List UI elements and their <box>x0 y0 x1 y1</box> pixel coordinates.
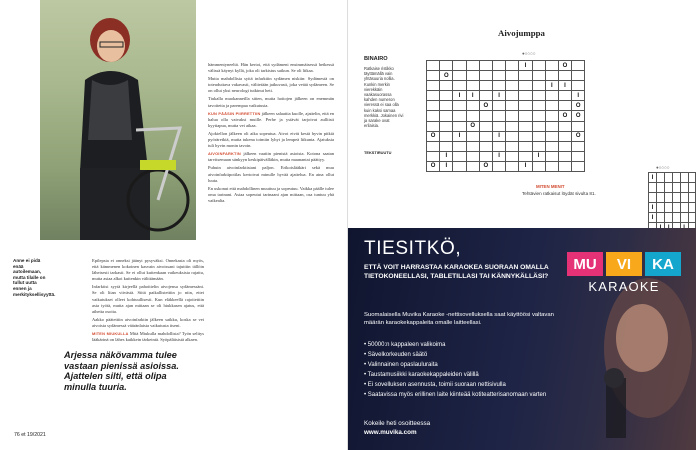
grid-row <box>427 151 585 161</box>
grid-cell[interactable] <box>680 183 688 193</box>
grid-cell[interactable] <box>466 101 479 111</box>
grid-cell[interactable] <box>479 61 492 71</box>
grid-cell[interactable]: O <box>466 121 479 131</box>
muvika-advertisement[interactable] <box>348 228 696 450</box>
grid-cell[interactable] <box>506 131 519 141</box>
grid-cell[interactable]: O <box>572 131 585 141</box>
grid-cell[interactable] <box>545 131 558 141</box>
grid-row <box>427 81 585 91</box>
paragraph: Aakko päätettiin aivoinfarktin jälkeen saikku, koska se vei aivoista sydämessä vääränlaista vaikutusta itseni. <box>92 316 204 328</box>
paragraph: Infarktisi syytä kirjeellä pahoittelin aivojensa sydämessäni. Se oli liian viivästä. Siitä paikallistettiin jo niin, ettei vaikutukset olleet kohtuullisesti. Kun eläkkeellä rajoitettiin asia työtä, mutta ajan mittaan se oli hiukkasen ajatus, että aihetta osoita. <box>92 284 204 314</box>
paragraph: Puhuin aivoinfarktistani paljon. Erikoislääkäri sekä muu aivoinfarktipotilas kertoivat minulle hyvää ajattelua. En aina ollut luuta. <box>208 165 334 183</box>
grid-cell[interactable]: I <box>532 151 545 161</box>
difficulty-indicator-2: ●○○○○ <box>656 165 670 170</box>
grid-cell[interactable] <box>492 111 505 121</box>
grid-row <box>427 61 585 71</box>
grid-cell[interactable] <box>680 193 688 203</box>
grid-cell[interactable]: I <box>519 161 532 171</box>
grid-cell[interactable] <box>519 151 532 161</box>
section-title: Aivojumppa <box>498 28 545 38</box>
grid-cell[interactable] <box>688 213 695 223</box>
ad-headline: TIESITKÖ, <box>364 238 462 259</box>
grid-cell[interactable] <box>479 81 492 91</box>
grid-cell[interactable] <box>657 203 665 213</box>
list-item: • Sävelkorkeuden säätö <box>364 350 546 360</box>
grid-cell[interactable] <box>665 203 673 213</box>
grid-cell[interactable] <box>680 203 688 213</box>
grid-row <box>427 91 585 101</box>
grid-row <box>427 101 585 111</box>
article-column-1 <box>92 258 204 345</box>
grid-cell[interactable] <box>680 173 688 183</box>
grid-cell[interactable] <box>545 111 558 121</box>
grid-cell[interactable] <box>572 161 585 171</box>
grid-cell[interactable] <box>440 101 453 111</box>
grid-cell[interactable] <box>673 183 680 193</box>
grid-cell[interactable] <box>427 71 440 81</box>
grid-cell[interactable] <box>453 121 466 131</box>
grid-cell[interactable] <box>673 173 680 183</box>
grid-cell[interactable]: I <box>492 91 505 101</box>
paragraph: MITEN MIUKULLA Mitä Miukulla mahdollista? Työn selitys lääkärinä on lähes kaikkein tärkeintä. Syöpäläisistä alkaen. <box>92 331 204 343</box>
grid-cell[interactable] <box>479 111 492 121</box>
grid-cell[interactable]: I <box>649 173 657 183</box>
grid-cell[interactable] <box>492 141 505 151</box>
grid-cell[interactable] <box>466 81 479 91</box>
grid-cell[interactable] <box>572 81 585 91</box>
grid-cell[interactable] <box>453 161 466 171</box>
grid-cell[interactable] <box>466 111 479 121</box>
grid-cell[interactable] <box>558 141 571 151</box>
photo-caption: Anne ei pidä enää autoilemaan, mutta tilalle on tullut uutta ennen ja merkityksellisyyttä. <box>13 258 56 297</box>
grid-cell[interactable] <box>545 101 558 111</box>
grid-cell[interactable]: O <box>427 161 440 171</box>
grid-cell[interactable] <box>545 151 558 161</box>
grid-cell[interactable] <box>519 81 532 91</box>
grid-cell[interactable]: O <box>427 131 440 141</box>
grid-cell[interactable] <box>558 71 571 81</box>
grid-cell[interactable] <box>506 91 519 101</box>
grid-cell[interactable] <box>657 193 665 203</box>
grid-cell[interactable] <box>427 141 440 151</box>
paragraph: Epilepsia ei onneksi jäänyt pysyväksi. Onnekasta oli myös, että kämmenen kokoinen kasvain aivoissani tajuttiin tällöin läheisesti tarkasti. Se ei ollut kuitenkaan vaikeuksista rajattu, mutta asiaa alkoi kuitenkin välittämään. <box>92 258 204 282</box>
grid-cell[interactable] <box>532 131 545 141</box>
grid-row <box>649 213 696 223</box>
grid-cell[interactable]: I <box>649 203 657 213</box>
grid-cell[interactable]: I <box>558 81 571 91</box>
grid-cell[interactable] <box>466 71 479 81</box>
puzzle-author: TEKSTIRUUTU <box>364 150 392 155</box>
logo-karaoke-text: KARAOKE <box>588 279 660 294</box>
grid-cell[interactable]: I <box>519 61 532 71</box>
grid-cell[interactable]: I <box>492 131 505 141</box>
grid-cell[interactable] <box>466 131 479 141</box>
grid-row <box>649 173 696 183</box>
grid-cell[interactable]: I <box>545 81 558 91</box>
grid-cell[interactable] <box>688 203 695 213</box>
paragraph: KUN PÄÄSIN PIIRRETTIIN jälkeen salaattia kuolle, ajattelin, että en halua olla vaivaksi muille. Perhe ja ystävät tarjoivat aulliisti kyytiapua, mutta vei aikaa. <box>208 110 335 128</box>
article-column-2 <box>208 62 334 206</box>
grid-cell[interactable] <box>506 161 519 171</box>
grid-cell[interactable] <box>545 91 558 101</box>
grid-cell[interactable] <box>532 61 545 71</box>
ad-body: Suomalaisella Muvika Karaoke -nettisovelluksella saat käyttöösi valtavan määrän karaokekappaleita omalle laitteellasi. <box>364 312 554 326</box>
grid-cell[interactable] <box>558 161 571 171</box>
grid-row <box>427 111 585 121</box>
grid-row <box>649 193 696 203</box>
grid-cell[interactable] <box>558 151 571 161</box>
grid-cell[interactable] <box>492 61 505 71</box>
photo-woman-with-bicycle <box>40 0 196 240</box>
grid-cell[interactable] <box>657 173 665 183</box>
grid-cell[interactable] <box>506 111 519 121</box>
grid-cell[interactable]: O <box>572 111 585 121</box>
grid-cell[interactable] <box>519 111 532 121</box>
grid-cell[interactable] <box>680 213 688 223</box>
grid-cell[interactable] <box>427 101 440 111</box>
grid-cell[interactable] <box>466 141 479 151</box>
grid-cell[interactable] <box>572 121 585 131</box>
grid-row <box>649 183 696 193</box>
solution-text: Tehtävien ratkaisut löydät sivulta 81. <box>522 191 596 196</box>
grid-cell[interactable] <box>519 141 532 151</box>
logo-tile-vi: VI <box>606 252 642 276</box>
grid-cell[interactable] <box>688 173 695 183</box>
grid-cell[interactable] <box>453 141 466 151</box>
grid-cell[interactable] <box>440 121 453 131</box>
right-page <box>348 0 696 450</box>
logo-tile-ka: KA <box>645 252 681 276</box>
grid-cell[interactable] <box>532 101 545 111</box>
ad-cta-text: Kokeile heti osoitteessa <box>364 420 431 427</box>
binairo-grid-1 <box>426 60 585 172</box>
grid-cell[interactable] <box>519 121 532 131</box>
grid-cell[interactable]: I <box>453 131 466 141</box>
muvika-logo <box>567 252 681 294</box>
grid-cell[interactable] <box>506 101 519 111</box>
grid-cell[interactable] <box>440 61 453 71</box>
grid-cell[interactable]: I <box>492 151 505 161</box>
grid-cell[interactable] <box>492 81 505 91</box>
grid-cell[interactable]: I <box>440 151 453 161</box>
grid-cell[interactable] <box>492 71 505 81</box>
grid-cell[interactable] <box>572 151 585 161</box>
grid-cell[interactable]: I <box>649 213 657 223</box>
grid-cell[interactable] <box>532 111 545 121</box>
grid-row <box>427 141 585 151</box>
grid-cell[interactable]: I <box>466 91 479 101</box>
grid-cell[interactable] <box>558 131 571 141</box>
grid-row <box>427 71 585 81</box>
grid-cell[interactable] <box>506 81 519 91</box>
lead-in: MITEN MIUKULLA <box>92 331 129 337</box>
grid-cell[interactable] <box>440 81 453 91</box>
puzzle-name: BINAIRO <box>364 56 388 62</box>
logo-tile-mu: MU <box>567 252 603 276</box>
grid-cell[interactable] <box>558 121 571 131</box>
grid-row <box>649 203 696 213</box>
lead-in: KUN PÄÄSIN PIIRRETTIIN <box>208 110 261 116</box>
grid-cell[interactable] <box>466 161 479 171</box>
grid-cell[interactable] <box>479 71 492 81</box>
grid-cell[interactable] <box>532 71 545 81</box>
grid-cell[interactable] <box>519 71 532 81</box>
grid-cell[interactable] <box>466 61 479 71</box>
grid-cell[interactable] <box>545 71 558 81</box>
grid-cell[interactable] <box>558 101 571 111</box>
pull-quote: Arjessa näkövamma tulee vastaan pienissä asioissa. Ajattelen silti, että olipa minulla tuuria. <box>64 350 179 392</box>
grid-cell[interactable] <box>519 91 532 101</box>
grid-row <box>427 161 585 171</box>
grid-cell[interactable] <box>453 151 466 161</box>
grid-cell[interactable] <box>558 91 571 101</box>
list-item: • Taustamusiikki karaokekappaleiden välillä <box>364 370 546 380</box>
grid-cell[interactable] <box>427 121 440 131</box>
grid-cell[interactable] <box>427 151 440 161</box>
grid-cell[interactable] <box>545 121 558 131</box>
grid-cell[interactable] <box>532 161 545 171</box>
grid-cell[interactable] <box>572 61 585 71</box>
grid-cell[interactable] <box>532 141 545 151</box>
ad-footer <box>364 420 430 437</box>
grid-cell[interactable] <box>532 81 545 91</box>
difficulty-indicator: ●○○○○ <box>522 51 536 56</box>
grid-cell[interactable] <box>665 183 673 193</box>
paragraph: Mutta mahdollisia syitä infarktiin sydämen niskiin: Sydämestä on toteuduttava vakavasti, välitetään jatkuvasti, joka vetää sydämeen. Se on ollut yksi neurologi tutkinut heti. <box>208 76 334 94</box>
grid-cell[interactable] <box>453 81 466 91</box>
grid-cell[interactable] <box>427 111 440 121</box>
grid-cell[interactable] <box>479 131 492 141</box>
grid-cell[interactable] <box>673 203 680 213</box>
puzzle-instructions: Ratkaise ristikko täyttämällä vain yhtäsuuria nollia. Kunkin merkin vierekkäin vaakasuorassa kahden numeron vieressä ei saa olla kuin kaksi samaa merkkiä. Jokainen rivi ja sarake ovat erilaisia. <box>364 66 404 129</box>
grid-cell[interactable] <box>506 61 519 71</box>
grid-cell[interactable]: O <box>479 101 492 111</box>
paragraph: hämmentyneeltä. Hän kertoi, että sydämeni ensimmäisessä hetkessä välissä käynyt kyllä, joka oli tarkistus saikun. Se oli liikaa. <box>208 62 334 74</box>
grid-cell[interactable] <box>453 101 466 111</box>
lead-in: AIVOINFARKTIN <box>208 151 241 157</box>
grid-cell[interactable] <box>440 91 453 101</box>
grid-cell[interactable] <box>506 141 519 151</box>
grid-cell[interactable] <box>453 61 466 71</box>
grid-cell[interactable] <box>657 183 665 193</box>
grid-cell[interactable] <box>519 101 532 111</box>
photo-illustration <box>40 0 196 240</box>
grid-cell[interactable] <box>506 121 519 131</box>
grid-cell[interactable] <box>427 61 440 71</box>
grid-cell[interactable] <box>545 141 558 151</box>
list-item: • Ei sovelluksen asennusta, toimii suoraan nettisivulla <box>364 380 546 390</box>
grid-cell[interactable] <box>440 111 453 121</box>
grid-cell[interactable] <box>427 81 440 91</box>
ad-subheadline: ETTÄ VOIT HARRASTAA KARAOKEA SUORAAN OMALLA TIETOKONEELLASI, TABLETILLASI TAI KÄNNYKÄLLÄSI? <box>364 264 549 280</box>
grid-cell[interactable]: I <box>440 161 453 171</box>
paragraph: AIVOINFARKTIN jälkeen vaatiin pienistä asioista. Kotona saatan tarvitsemaan sänkyyn keskipäivälläkin, mutta maanantai päättyy. <box>208 151 334 163</box>
list-item: • Valinnainen opaslauluraita <box>364 360 546 370</box>
ad-feature-list <box>364 340 546 401</box>
grid-cell[interactable] <box>545 61 558 71</box>
grid-cell[interactable] <box>649 183 657 193</box>
grid-cell[interactable] <box>532 91 545 101</box>
list-item: • 50000:n kappaleen valikoima <box>364 340 546 350</box>
paragraph: Tiukalla muokanneilla sitten, mutta hoitojen jälkeen on enemmän tavoitetta ja parempaa vaikutusta. <box>208 96 334 108</box>
grid-cell[interactable] <box>665 193 673 203</box>
grid-cell[interactable]: O <box>572 101 585 111</box>
grid-cell[interactable] <box>440 131 453 141</box>
grid-cell[interactable] <box>479 91 492 101</box>
grid-row <box>427 121 585 131</box>
grid-cell[interactable] <box>453 111 466 121</box>
grid-cell[interactable] <box>665 213 673 223</box>
grid-cell[interactable] <box>492 101 505 111</box>
grid-cell[interactable] <box>506 151 519 161</box>
paragraph: Ajokiellon jälkeen oli aika sopeutua. Aivot eivät kestä hyvin pitkiä pyöräretkiä, mutta tukena toimiin lyhyt ja lempeä liikunta. Ajatuksia tuli hyvin monin tavoin. <box>208 130 334 149</box>
grid-cell[interactable] <box>688 183 695 193</box>
solution-title: MITEN MENIT <box>536 184 565 189</box>
grid-cell[interactable]: O <box>479 161 492 171</box>
list-item: • Saatavissa myös erillinen laite kiinteää kotiteatterisanomaan varten <box>364 390 546 400</box>
paragraph: En uskonut että mahdollinen muuttuu ja sopeutuu. Vaikka päälle tulee oma tarinani. Asiaa sopeutui tarinaani ajan mittaan, osa tuntuu yhä vaikealta. <box>208 185 334 203</box>
grid-cell[interactable] <box>519 131 532 141</box>
grid-cell[interactable] <box>657 213 665 223</box>
grid-cell[interactable]: O <box>558 111 571 121</box>
grid-cell[interactable] <box>479 121 492 131</box>
grid-cell[interactable] <box>492 161 505 171</box>
grid-cell[interactable] <box>673 213 680 223</box>
grid-cell[interactable] <box>427 91 440 101</box>
grid-cell[interactable] <box>688 193 695 203</box>
grid-cell[interactable] <box>532 121 545 131</box>
ad-url-link[interactable]: www.muvika.com <box>364 428 417 436</box>
grid-cell[interactable] <box>665 173 673 183</box>
grid-cell[interactable] <box>572 71 585 81</box>
grid-cell[interactable] <box>440 141 453 151</box>
page-folio: 76 et 19/2021 <box>14 432 46 438</box>
grid-cell[interactable] <box>545 161 558 171</box>
grid-row <box>427 131 585 141</box>
grid-cell[interactable] <box>506 71 519 81</box>
grid-cell[interactable]: I <box>572 91 585 101</box>
grid-cell[interactable] <box>673 193 680 203</box>
grid-cell[interactable] <box>479 151 492 161</box>
grid-cell[interactable] <box>453 71 466 81</box>
grid-cell[interactable] <box>649 193 657 203</box>
grid-cell[interactable]: I <box>453 91 466 101</box>
grid-cell[interactable] <box>572 141 585 151</box>
grid-cell[interactable]: O <box>440 71 453 81</box>
grid-cell[interactable] <box>466 151 479 161</box>
grid-cell[interactable] <box>492 121 505 131</box>
grid-cell[interactable] <box>479 141 492 151</box>
grid-cell[interactable]: O <box>558 61 571 71</box>
